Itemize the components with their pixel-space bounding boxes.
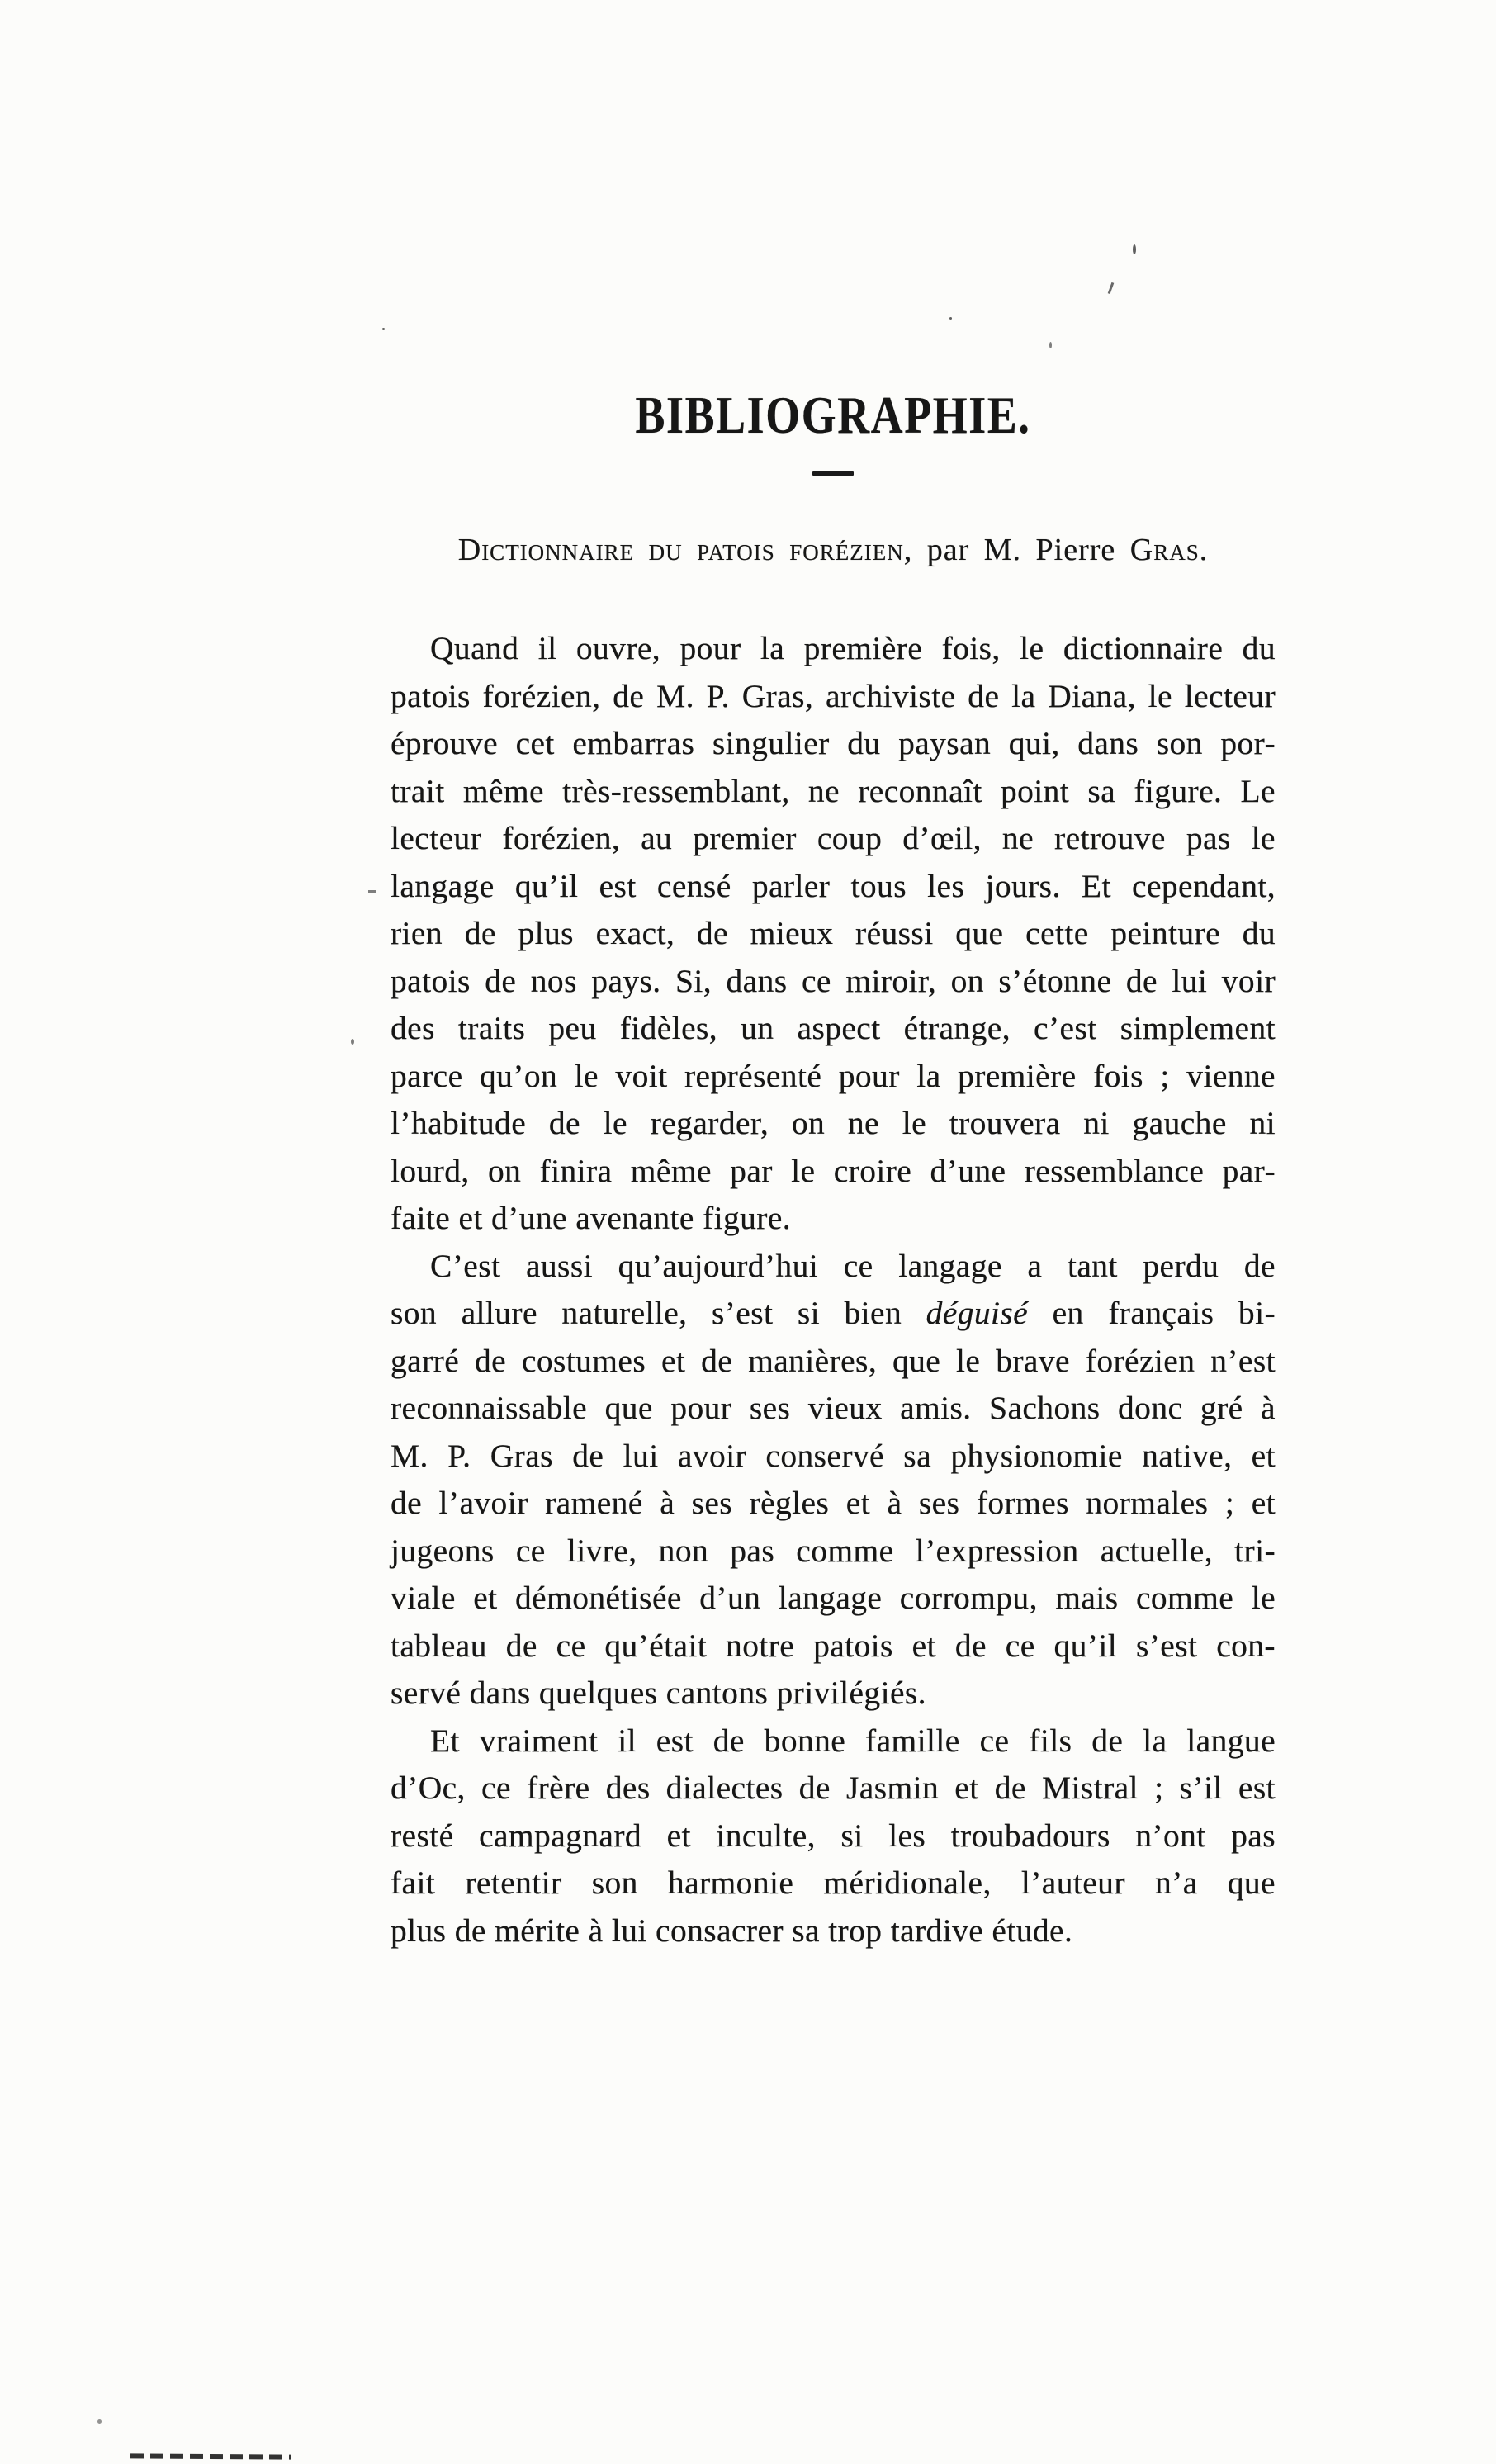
body-line: jugeons ce livre, non pas comme l’expression actuelle, tri- [391, 1532, 1276, 1569]
body-line: Et vraiment il est de bonne famille ce fils de la langue [430, 1722, 1276, 1759]
body-line: l’habitude de le regarder, on ne le trouvera ni gauche ni [391, 1105, 1276, 1141]
body-line: d’Oc, ce frère des dialectes de Jasmin et de Mistral ; s’il est [391, 1770, 1276, 1806]
body-line: servé dans quelques cantons privilégiés. [391, 1675, 926, 1711]
body-line: lecteur forézien, au premier coup d’œil, ne retrouve pas le [391, 820, 1276, 856]
line-segment: son allure naturelle, s’est si bien [391, 1295, 926, 1331]
body-paragraph [391, 1243, 1276, 1718]
body-line: C’est aussi qu’aujourd’hui ce langage a tant perdu de [430, 1247, 1276, 1284]
entry-heading-author: Gras. [1129, 533, 1209, 567]
body-line: fait retentir son harmonie méridionale, l’auteur n’a que [391, 1865, 1276, 1901]
body-line: rien de plus exact, de mieux réussi que cette peinture du [391, 915, 1276, 951]
entry-heading-work-title: Dictionnaire du patois forézien, [457, 533, 913, 567]
scan-artifact [949, 317, 952, 320]
body-line: tableau de ce qu’était notre patois et de ce qu’il s’est con- [391, 1627, 1276, 1664]
body-line: trait même très-ressemblant, ne reconnaît point sa figure. Le [391, 772, 1276, 809]
body-line: éprouve cet embarras singulier du paysan qui, dans son por- [391, 725, 1276, 761]
body-line: faite et d’une avenante figure. [391, 1200, 792, 1236]
scan-artifact [130, 2453, 291, 2459]
body-line [391, 1290, 1276, 1338]
text-block [391, 0, 1276, 2464]
scan-artifact [97, 2419, 102, 2424]
body-line: patois de nos pays. Si, dans ce miroir, on s’étonne de lui voir [391, 962, 1276, 999]
body-text [391, 625, 1276, 1955]
scan-artifact [382, 328, 385, 330]
body-line: de l’avoir ramené à ses règles et à ses formes normales ; et [391, 1485, 1276, 1521]
body-line: des traits peu fidèles, un aspect étrange, c’est simplement [391, 1010, 1276, 1046]
entry-heading-byline: par M. Pierre [912, 533, 1130, 567]
body-line: Quand il ouvre, pour la première fois, le dictionnaire du [430, 630, 1276, 666]
body-line: patois forézien, de M. P. Gras, archiviste de la Diana, le lecteur [391, 677, 1276, 714]
body-line: langage qu’il est censé parler tous les jours. Et cependant, [391, 867, 1276, 904]
scan-artifact [1133, 244, 1136, 254]
body-line: plus de mérite à lui consacrer sa trop tardive étude. [391, 1912, 1073, 1949]
body-line: parce qu’on le voit représenté pour la première fois ; vienne [391, 1057, 1276, 1094]
entry-heading [391, 532, 1276, 568]
body-line: resté campagnard et inculte, si les troubadours n’ont pas [391, 1817, 1276, 1854]
title-divider-rule [812, 471, 854, 476]
body-line: lourd, on finira même par le croire d’une ressemblance par- [391, 1152, 1276, 1189]
scan-artifact [368, 890, 376, 893]
page-title: BIBLIOGRAPHIE. [635, 386, 1031, 444]
italic-word: déguisé [926, 1295, 1029, 1331]
body-paragraph [391, 625, 1276, 1243]
body-line: M. P. Gras de lui avoir conservé sa physionomie native, et [391, 1437, 1276, 1474]
body-paragraph [391, 1718, 1276, 1955]
body-line: garré de costumes et de manières, que le brave forézien n’est [391, 1342, 1276, 1379]
line-segment: en français bi- [1028, 1295, 1276, 1331]
body-line: reconnaissable que pour ses vieux amis. Sachons donc gré à [391, 1390, 1276, 1426]
body-line: viale et démonétisée d’un langage corrompu, mais comme le [391, 1580, 1276, 1616]
scan-artifact [1049, 342, 1052, 348]
scan-artifact [351, 1039, 354, 1045]
